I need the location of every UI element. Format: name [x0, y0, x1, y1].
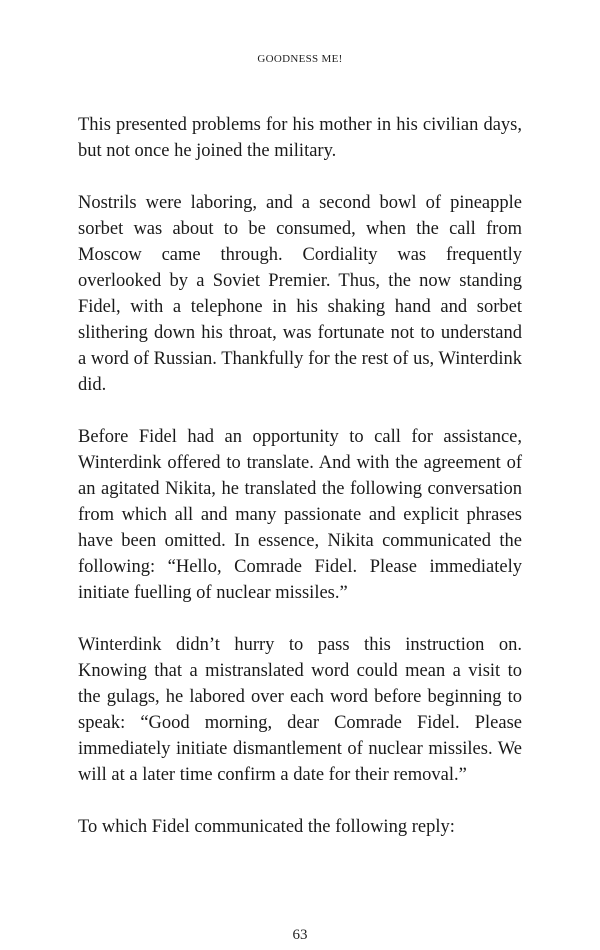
- paragraph: This presented problems for his mother in his civilian days, but not once he joined the military.: [78, 115, 522, 161]
- paragraph: Nostrils were laboring, and a second bowl of pineapple sorbet was about to be consumed, when the call from Moscow came through. Cordiality was frequently overlooked by a Soviet Premier. Thus, the now standing Fidel, with a telephone in his shaking hand and sorbet slithering down his throat, was fortunate not to understand a word of Russian. Thankfully for the rest of us, Winterdink did.: [78, 193, 522, 395]
- paragraph: To which Fidel communicated the following reply:: [78, 817, 455, 837]
- body-text: [78, 112, 522, 840]
- paragraph: Winterdink didn’t hurry to pass this instruction on. Knowing that a mistranslated word could mean a visit to the gulags, he labored over each word before beginning to speak: “Good morning, dear Comrade Fidel. Please immediately initiate dismantlement of nuclear missiles. We will at a later time confirm a date for their removal.”: [78, 635, 522, 785]
- paragraph: Before Fidel had an opportunity to call for assistance, Winterdink offered to translate. And with the agreement of an agitated Nikita, he translated the following conversation from which all and many passionate and explicit phrases have been omitted. In essence, Nikita communicated the following: “Hello, Comrade Fidel. Please immediately initiate fuelling of nuclear missiles.”: [78, 427, 522, 603]
- page-number: 63: [292, 927, 308, 943]
- running-header: GOODNESS ME!: [257, 53, 343, 65]
